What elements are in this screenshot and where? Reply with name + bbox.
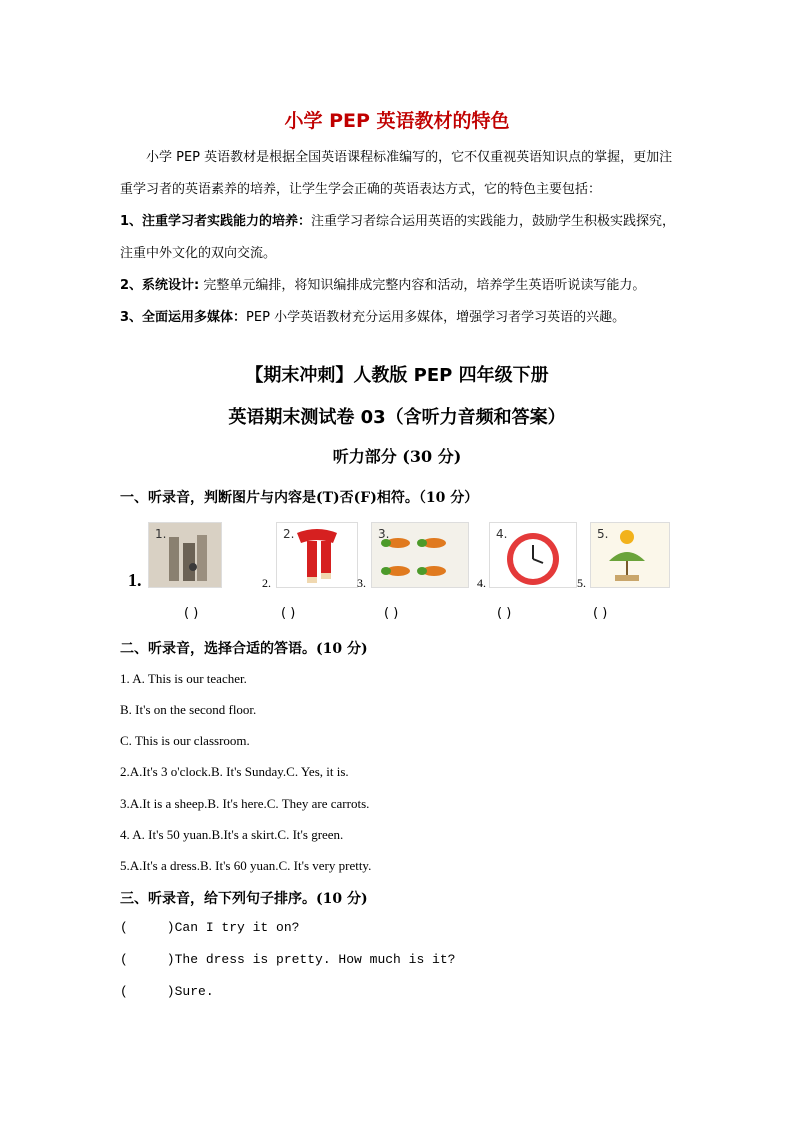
- q1-index-3: 3.: [357, 576, 366, 590]
- q2-line-7: 5.A.It's a dress.B. It's 60 yuan.C. It's very pretty.: [120, 858, 372, 873]
- q3-line-3: ( )Sure.: [120, 984, 214, 999]
- q1-index-2: 2.: [262, 576, 271, 590]
- q2-title: 二、听录音，选择合适的答语。(10 分): [120, 641, 368, 657]
- q3-line-1: ( )Can I try it on?: [120, 920, 300, 935]
- feature-2: 2、系统设计: 完整单元编排，将知识编排成完整内容和活动，培养学生英语听说读写能力。: [120, 278, 646, 293]
- feature-3: 3、全面运用多媒体：PEP 小学英语教材充分运用多媒体，增强学习者学习英语的兴趣。: [120, 310, 626, 325]
- q2-line-4: 2.A.It's 3 o'clock.B. It's Sunday.C. Yes, it is.: [120, 764, 349, 779]
- q1-index-4: 4.: [477, 576, 486, 590]
- q1-answer-3[interactable]: ( ): [384, 606, 399, 621]
- q3-title: 三、听录音，给下列句子排序。(10 分): [120, 891, 368, 907]
- exam-subtitle: 英语期末测试卷 03（含听力音频和答案）: [228, 407, 566, 428]
- q2-line-5: 3.A.It is a sheep.B. It's here.C. They are carrots.: [120, 796, 370, 811]
- q2-line-2: B. It's on the second floor.: [120, 702, 257, 717]
- feature-1: 1、注重学习者实践能力的培养：注重学习者综合运用英语的实践能力，鼓励学生积极实践探究，注重中外文化的双向交流。: [120, 214, 676, 261]
- q1-picture-4: 4.: [489, 522, 577, 588]
- exam-title: 【期末冲刺】人教版 PEP 四年级下册: [245, 365, 549, 386]
- q1-answer-2[interactable]: ( ): [281, 606, 296, 621]
- q1-picture-2: 2.: [276, 522, 358, 588]
- q3-line-2: ( )The dress is pretty. How much is it?: [120, 952, 456, 967]
- q1-index-1: 1.: [128, 570, 142, 590]
- intro-block: [120, 142, 680, 334]
- q1-picture-5: 5.: [590, 522, 670, 588]
- intro-paragraph: 小学 PEP 英语教材是根据全国英语课程标准编写的，它不仅重视英语知识点的掌握，更加注重学习者的英语素养的培养，让学生学会正确的英语表达方式，它的特色主要包括：: [120, 150, 673, 197]
- q1-answer-1[interactable]: ( ): [184, 606, 199, 621]
- q2-line-3: C. This is our classroom.: [120, 733, 250, 748]
- q1-index-5: 5.: [577, 576, 586, 590]
- q1-title: 一、听录音，判断图片与内容是(T)否(F)相符。（10 分）: [120, 490, 479, 506]
- q1-picture-1: 1.: [148, 522, 222, 588]
- q1-answer-4[interactable]: ( ): [497, 606, 512, 621]
- intro-title: 小学 PEP 英语教材的特色: [284, 110, 510, 132]
- q1-picture-3: 3.: [371, 522, 469, 588]
- q2-line-1: 1. A. This is our teacher.: [120, 671, 247, 686]
- q1-answer-5[interactable]: ( ): [593, 606, 608, 621]
- section-title: 听力部分 (30 分): [332, 447, 462, 466]
- q2-line-6: 4. A. It's 50 yuan.B.It's a skirt.C. It's green.: [120, 827, 344, 842]
